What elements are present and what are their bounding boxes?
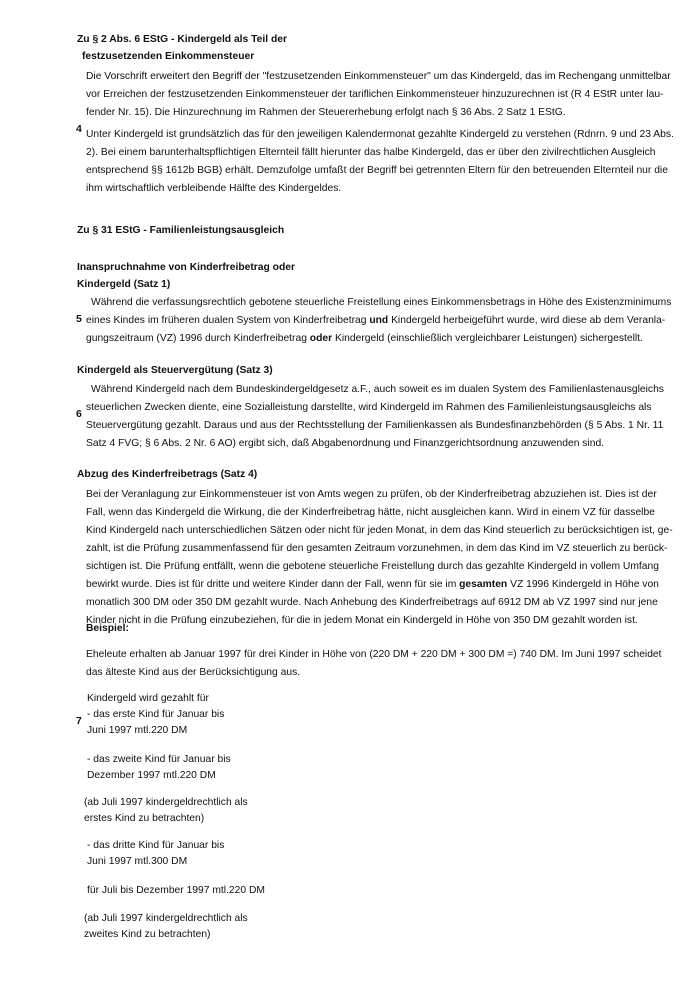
margin-number-7: 7: [76, 715, 82, 727]
example-line: - das zweite Kind für Januar bis: [87, 754, 231, 765]
example-line: Kindergeld wird gezahlt für: [87, 693, 209, 704]
paragraph-6: Während Kindergeld nach dem Bundeskindergeldgesetz a.F., auch soweit es im dualen System des Familienlastenausgleichs steuerlichen Zwecken diente, eine Sozialleistung darstellte, wird Kindergeld im Rahmen des Familienleistungsausgleichs als Steuervergütung gezahlt. Daraus und aus der Rechtsstellung der Familienkassen als Bundesfinanzbehörden (§ 5 Abs. 1 Nr. 11 Satz 4 FVG; § 6 Abs. 2 Nr. 6 AO) ergibt sich, daß Abgabenordnung und Finanzgerichtsordnung anzuwenden sind.: [86, 384, 664, 449]
example-line: Juni 1997 mtl.220 DM: [87, 725, 188, 736]
example-line: Dezember 1997 mtl.220 DM: [87, 770, 216, 781]
section-heading: Zu § 31 EStG - Familienleistungsausgleich: [77, 225, 285, 236]
example-line: (ab Juli 1997 kindergeldrechtlich als: [84, 913, 248, 924]
margin-number-6: 6: [76, 408, 82, 420]
margin-number-5: 5: [76, 313, 82, 325]
paragraph-5: Während die verfassungsrechtlich gebotene steuerliche Freistellung eines Einkommensbetrags in Höhe des Existenzminimums eines Kindes im früheren dualen System von Kinderfreibetrag und Kindergeld herbeigeführt wurde, wird diese ab dem Veranla- gungszeitraum (VZ) 1996 durch Kinderfreibetrag oder Kindergeld (einschließlich vergleichbarer Leistungen) sichergestellt.: [86, 297, 672, 344]
subheading-1-line1: Inanspruchnahme von Kinderfreibetrag oder: [77, 262, 295, 273]
beispiel-label: Beispiel:: [86, 623, 129, 634]
subheading-2: Kindergeld als Steuervergütung (Satz 3): [77, 365, 273, 376]
margin-number-4: 4: [76, 123, 82, 135]
paragraph-7: Bei der Veranlagung zur Einkommensteuer ist von Amts wegen zu prüfen, ob der Kinderfreibetrag abzuziehen ist. Dies ist der Fall, wenn das Kindergeld die Wirkung, die der Kinderfreibetrag hätte, nicht ausgleichen kann. Wird in einem VZ für dasselbe Kind Kindergeld nach unterschiedlichen Sätzen oder nicht für jeden Monat, in dem das Kind steuerlich zu berücksichtigen ist, ge- zahlt, ist die Prüfung zusammenfassend für den gesamten Zeitraum vorzunehmen, in dem das Kind im VZ steuerlich zu berück- sichtigen ist. Die Prüfung entfällt, wenn die gebotene steuerliche Freistellung durch das gezahlte Kindergeld in vollem Umfang bewirkt wurde. Dies ist für dritte und weitere Kinder dann der Fall, wenn für sie im gesamten VZ 1996 Kindergeld in Höhe von monatlich 300 DM oder 350 DM gezahlt wurde. Nach Anhebung des Kinderfreibetrags auf 6912 DM ab VZ 1997 sind nur jene Kinder nicht in die Prüfung einzubeziehen, für die in jedem Monat ein Kindergeld in Höhe von 350 DM gezahlt worden ist.: [86, 489, 673, 626]
example-line: für Juli bis Dezember 1997 mtl.220 DM: [87, 885, 265, 896]
example-paragraph: Eheleute erhalten ab Januar 1997 für drei Kinder in Höhe von (220 DM + 220 DM + 300 DM =) 740 DM. Im Juni 1997 scheidet das älteste Kind aus der Berücksichtigung aus.: [86, 649, 662, 678]
section-heading-line2: festzusetzenden Einkommensteuer: [82, 51, 255, 62]
subheading-3: Abzug des Kinderfreibetrags (Satz 4): [77, 469, 258, 480]
example-line: zweites Kind zu betrachten): [84, 929, 211, 940]
example-line: - das dritte Kind für Januar bis: [87, 840, 225, 851]
subheading-1-line2: Kindergeld (Satz 1): [77, 279, 171, 290]
example-line: (ab Juli 1997 kindergeldrechtlich als: [84, 797, 248, 808]
section-heading-line1: Zu § 2 Abs. 6 EStG - Kindergeld als Teil der: [77, 34, 287, 45]
example-line: Juni 1997 mtl.300 DM: [87, 856, 188, 867]
example-line: erstes Kind zu betrachten): [84, 813, 205, 824]
example-line: - das erste Kind für Januar bis: [87, 709, 225, 720]
paragraph-2: Unter Kindergeld ist grundsätzlich das für den jeweiligen Kalendermonat gezahlte Kindergeld zu verstehen (Rdnrn. 9 und 23 Abs. 2). Bei einem barunterhaltspflichtigen Elternteil fällt hierunter das halbe Kindergeld, das er über den zivilrechtlichen Ausgleich entsprechend §§ 1612b BGB) erhält. Demzufolge umfaßt der Begriff bei getrennten Eltern für den betreuenden Elternteil nur die ihm wirtschaftlich verbleibende Hälfte des Kindergeldes.: [86, 129, 674, 194]
paragraph-1: Die Vorschrift erweitert den Begriff der "festzusetzenden Einkommensteuer" um das Kindergeld, das im Rechengang unmittelbar vor Erreichen der festzusetzenden Einkommensteuer der tariflichen Einkommensteuer hinzuzurechnen ist (R 4 EStR unter lau- fender Nr. 15). Die Hinzurechnung im Rahmen der Steuererhebung erfolgt nach § 36 Abs. 2 Satz 1 EStG.: [86, 71, 671, 118]
